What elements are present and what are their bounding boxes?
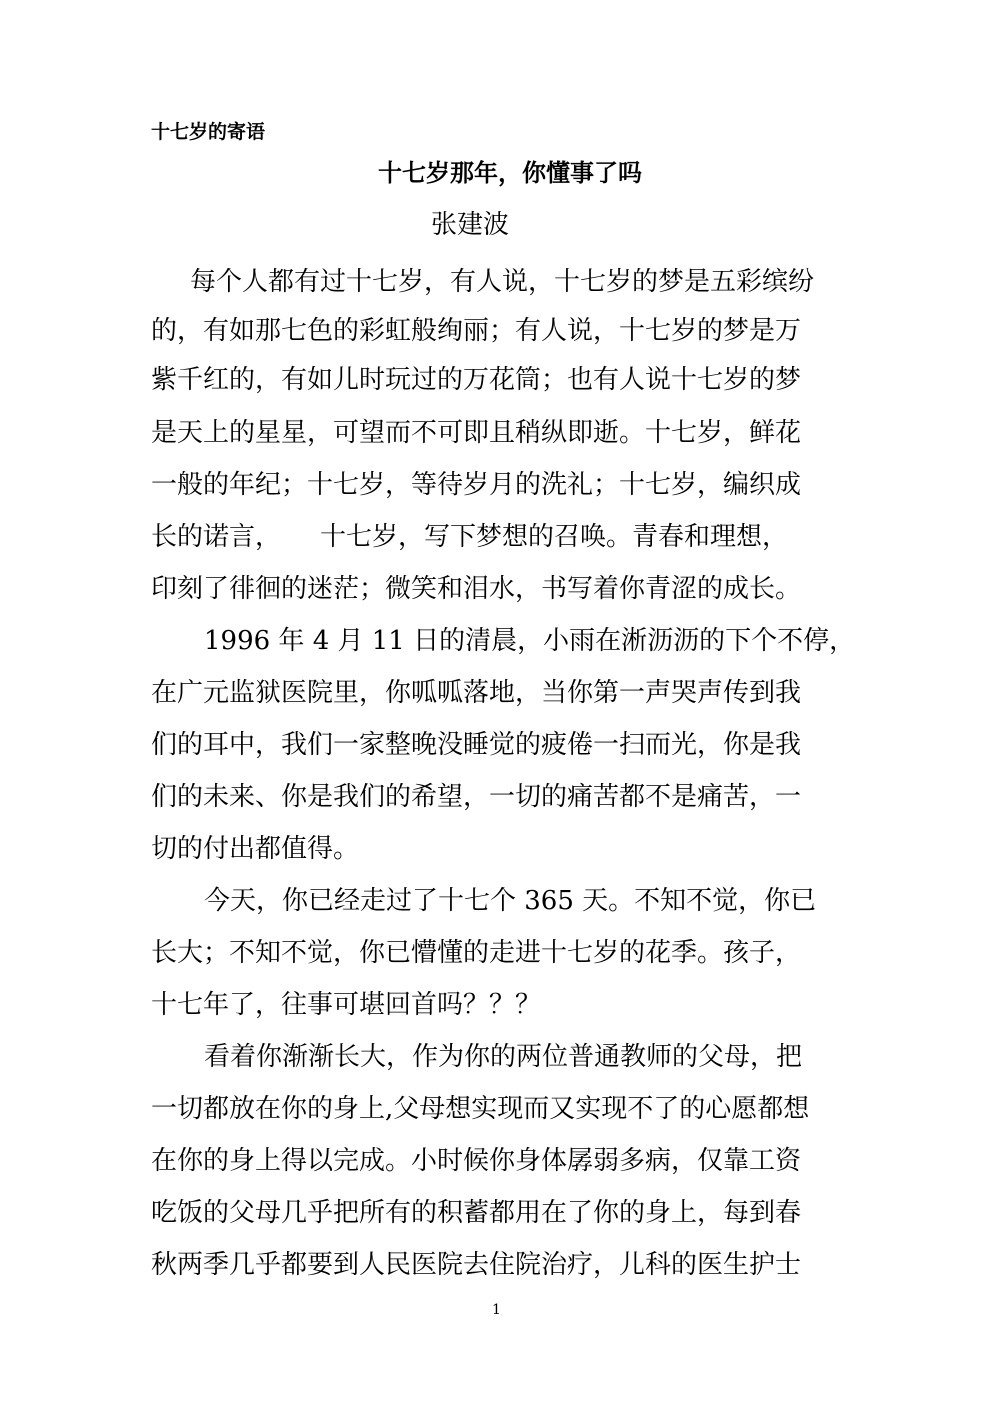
body-line: 每个人都有过十七岁，有人说，十七岁的梦是五彩缤纷 (190, 267, 815, 297)
body-line: 吃饭的父母几乎把所有的积蓄都用在了你的身上，每到春 (151, 1198, 802, 1228)
body-line: 在你的身上得以完成。小时候你身体孱弱多病，仅靠工资 (151, 1146, 802, 1176)
body-line: 长的诺言， 十七岁，写下梦想的召唤。青春和理想， (151, 522, 789, 552)
document-title: 十七岁那年，你懂事了吗 (378, 158, 642, 187)
body-line: 长大；不知不觉，你已懵懂的走进十七岁的花季。孩子， (151, 938, 802, 968)
body-line: 印刻了徘徊的迷茫；微笑和泪水，书写着你青涩的成长。 (151, 574, 802, 604)
body-line: 切的付出都值得。 (151, 834, 360, 864)
body-line: 紫千红的，有如儿时玩过的万花筒；也有人说十七岁的梦 (151, 365, 802, 395)
body-line: 一般的年纪；十七岁，等待岁月的洗礼；十七岁，编织成 (151, 470, 802, 500)
body-line: 的，有如那七色的彩虹般绚丽；有人说，十七岁的梦是万 (151, 316, 802, 346)
page-number: 1 (492, 1302, 501, 1318)
body-line: 是天上的星星，可望而不可即且稍纵即逝。十七岁，鲜花 (151, 418, 802, 448)
body-line: 秋两季几乎都要到人民医院去住院治疗，儿科的医生护士 (151, 1250, 802, 1280)
document-author: 张建波 (430, 210, 509, 240)
body-line: 1996 年 4 月 11 日的清晨，小雨在淅沥沥的下个不停， (204, 626, 856, 656)
section-label: 十七岁的寄语 (151, 121, 266, 143)
body-line: 一切都放在你的身上,父母想实现而又实现不了的心愿都想 (151, 1094, 810, 1124)
body-line: 十七年了，往事可堪回首吗？？？ (151, 990, 542, 1020)
body-line: 们的耳中，我们一家整晚没睡觉的疲倦一扫而光，你是我 (151, 730, 802, 760)
body-line: 在广元监狱医院里，你呱呱落地，当你第一声哭声传到我 (151, 678, 802, 708)
body-line: 们的未来、你是我们的希望，一切的痛苦都不是痛苦，一 (151, 782, 802, 812)
body-line: 今天，你已经走过了十七个 365 天。不知不觉，你已 (204, 886, 817, 916)
body-line: 看着你渐渐长大，作为你的两位普通教师的父母，把 (204, 1042, 803, 1072)
